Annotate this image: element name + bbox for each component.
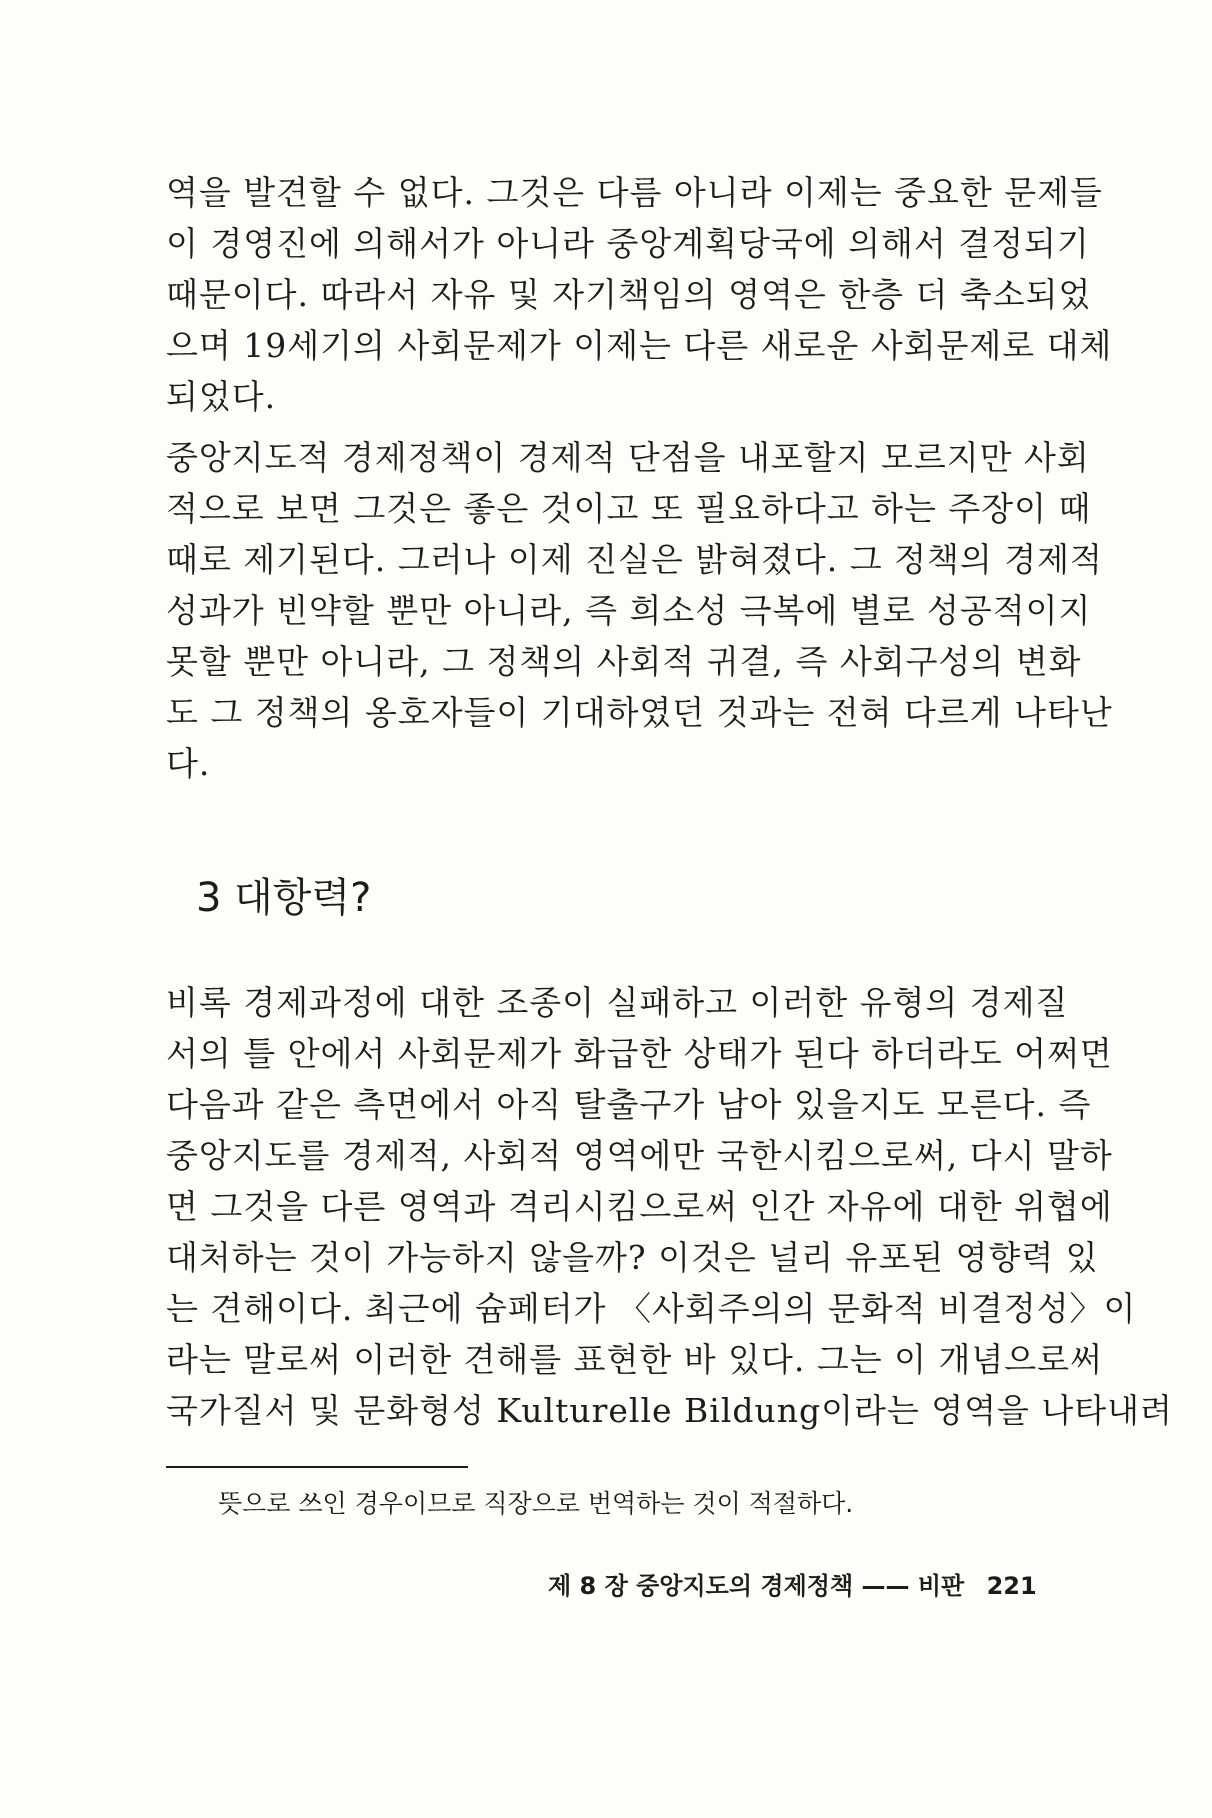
footnote-divider bbox=[166, 1466, 468, 1468]
section-line: 대처하는 것이 가능하지 않을까? 이것은 널리 유포된 영향력 있 bbox=[166, 1238, 1099, 1277]
section-line: 중앙지도를 경제적, 사회적 영역에만 국한시킴으로써, 다시 말하 bbox=[166, 1136, 1113, 1175]
section-line: 다음과 같은 측면에서 아직 탈출구가 남아 있을지도 모른다. 즉 bbox=[166, 1085, 1092, 1124]
body-line: 되었다. bbox=[166, 377, 277, 416]
section-line: 국가질서 및 문화형성 Kulturelle Bildung이라는 영역을 나타내려 bbox=[166, 1391, 1173, 1430]
section-line: 라는 말로써 이러한 견해를 표현한 바 있다. 그는 이 개념으로써 bbox=[166, 1340, 1103, 1379]
body-line: 중앙지도적 경제정책이 경제적 단점을 내포할지 모르지만 사회 bbox=[166, 438, 1090, 477]
running-footer bbox=[548, 1566, 1037, 1606]
body-line: 다. bbox=[166, 744, 211, 783]
body-line: 때로 제기된다. 그러나 이제 진실은 밝혀졌다. 그 정책의 경제적 bbox=[166, 540, 1103, 579]
body-line: 도 그 정책의 옹호자들이 기대하였던 것과는 전혀 다르게 나타난 bbox=[166, 693, 1113, 732]
body-line: 역을 발견할 수 없다. 그것은 다름 아니라 이제는 중요한 문제들 bbox=[166, 173, 1103, 212]
page-number: 221 bbox=[986, 1572, 1037, 1600]
section-line: 면 그것을 다른 영역과 격리시킴으로써 인간 자유에 대한 위협에 bbox=[166, 1187, 1113, 1226]
body-line: 적으로 보면 그것은 좋은 것이고 또 필요하다고 하는 주장이 때 bbox=[166, 489, 1092, 528]
body-line: 이 경영진에 의해서가 아니라 중앙계획당국에 의해서 결정되기 bbox=[166, 224, 1090, 263]
body-line: 때문이다. 따라서 자유 및 자기책임의 영역은 한층 더 축소되었 bbox=[166, 275, 1092, 314]
footer-chapter-title: 제 8 장 중앙지도의 경제정책 —— 비판 bbox=[548, 1572, 965, 1600]
section-line: 비록 경제과정에 대한 조종이 실패하고 이러한 유형의 경제질 bbox=[166, 983, 1069, 1022]
section-heading: 3 대항력? bbox=[196, 875, 372, 921]
body-line: 못할 뿐만 아니라, 그 정책의 사회적 귀결, 즉 사회구성의 변화 bbox=[166, 642, 1082, 681]
footnote-text: 뜻으로 쓰인 경우이므로 직장으로 번역하는 것이 적절하다. bbox=[218, 1489, 854, 1518]
section-line: 서의 틀 안에서 사회문제가 화급한 상태가 된다 하더라도 어쩌면 bbox=[166, 1034, 1113, 1073]
body-line: 성과가 빈약할 뿐만 아니라, 즉 희소성 극복에 별로 성공적이지 bbox=[166, 591, 1092, 630]
section-line: 는 견해이다. 최근에 슘페터가 〈사회주의의 문화적 비결정성〉이 bbox=[166, 1289, 1137, 1328]
body-line: 으며 19세기의 사회문제가 이제는 다른 새로운 사회문제로 대체 bbox=[166, 326, 1113, 365]
